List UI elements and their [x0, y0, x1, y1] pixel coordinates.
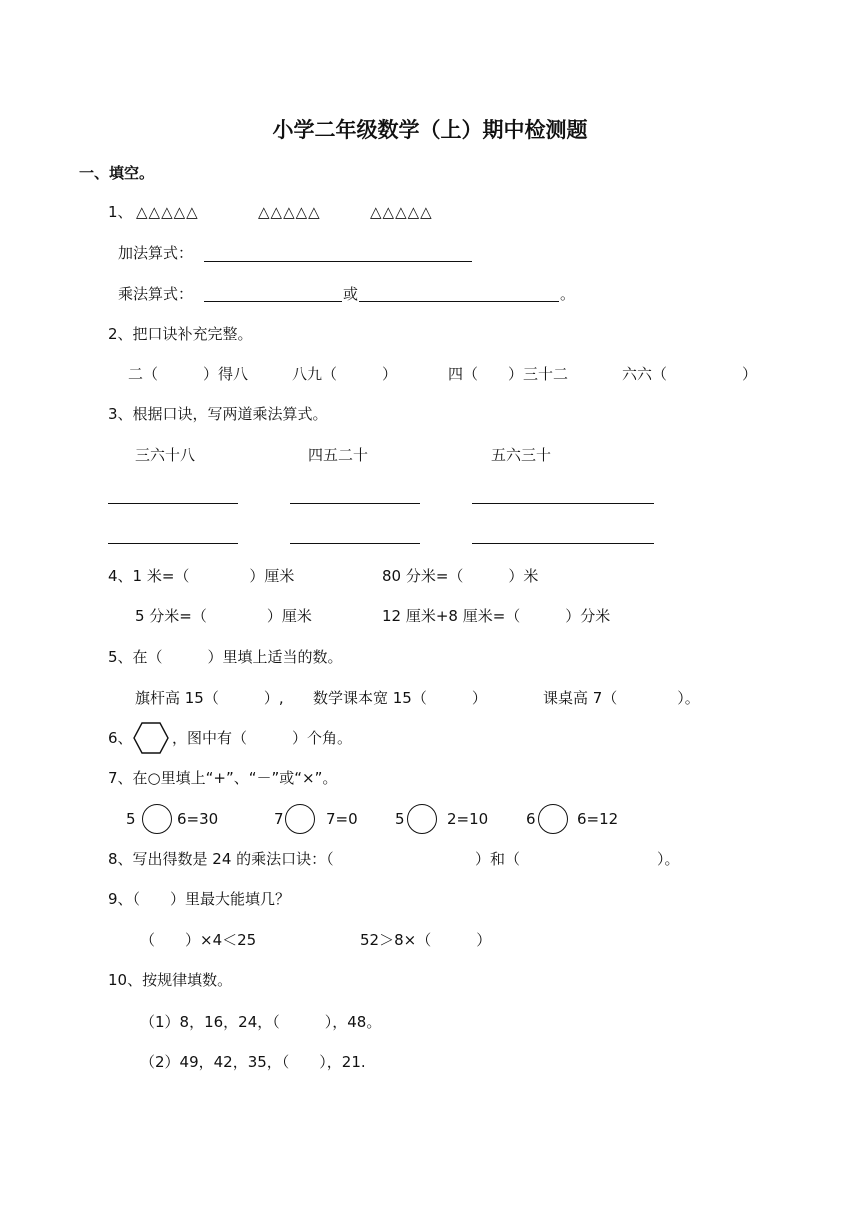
q3-answer-line[interactable] — [472, 543, 654, 544]
q3-question: 3、根据口诀，写两道乘法算式。 — [108, 405, 328, 423]
hexagon-figure — [132, 721, 170, 755]
q2-item-4: 六六（ ） — [622, 365, 758, 383]
q3-answer-line[interactable] — [472, 503, 654, 504]
q1-triangle-group-1: △△△△△ — [136, 203, 199, 221]
q7-item-4-left: 6 — [526, 810, 536, 828]
q7-item-1-right: 6=30 — [177, 810, 219, 828]
q7-operator-circle[interactable] — [407, 804, 437, 834]
q1-multiplication-answer-line-2[interactable] — [359, 301, 559, 302]
q9-item-b: 52＞8×（ ） — [360, 931, 492, 949]
q2-item-1: 二（ ）得八 — [128, 365, 249, 383]
q7-operator-circle[interactable] — [142, 804, 172, 834]
q5-question: 5、在（ ）里填上适当的数。 — [108, 648, 343, 666]
section-heading-fill-blank: 一、填空。 — [79, 164, 155, 182]
q7-item-4-right: 6=12 — [577, 810, 619, 828]
q3-answer-line[interactable] — [108, 503, 238, 504]
q7-operator-circle[interactable] — [538, 804, 568, 834]
q1-multiplication-label: 乘法算式： — [118, 285, 194, 303]
q4-item-d: 12 厘米+8 厘米=（ ）分米 — [382, 607, 611, 625]
q6-text: ，图中有（ ）个角。 — [172, 729, 353, 747]
q2-item-3: 四（ ）三十二 — [448, 365, 569, 383]
page-title: 小学二年级数学（上）期中检测题 — [272, 118, 588, 142]
q10-item-2: （2）49，42，35，（ ），21. — [140, 1053, 366, 1071]
q9-question: 9、（ ）里最大能填几？ — [108, 890, 291, 908]
q9-item-a: （ ）×4＜25 — [140, 931, 257, 949]
q3-answer-line[interactable] — [290, 503, 420, 504]
q7-item-1-left: 5 — [126, 810, 136, 828]
q3-verse-1: 三六十八 — [135, 446, 196, 464]
q7-operator-circle[interactable] — [285, 804, 315, 834]
q1-addition-answer-line[interactable] — [204, 261, 472, 262]
q3-verse-3: 五六三十 — [491, 446, 552, 464]
q2-question: 2、把口诀补充完整。 — [108, 325, 253, 343]
q1-addition-label: 加法算式： — [118, 244, 194, 262]
q7-item-2-right: 7=0 — [326, 810, 358, 828]
q3-answer-line[interactable] — [290, 543, 420, 544]
q2-item-2: 八九（ ） — [292, 365, 398, 383]
q7-item-3-left: 5 — [395, 810, 405, 828]
q1-or-text: 或 — [343, 285, 359, 303]
q4-item-c: 5 分米=（ ）厘米 — [135, 607, 312, 625]
q8-middle: ）和（ — [475, 850, 521, 868]
q4-item-a: 4、1 米=（ ）厘米 — [108, 567, 295, 585]
q6-label: 6、 — [108, 729, 133, 747]
q5-item-a: 旗杆高 15（ ）, — [135, 689, 284, 707]
q7-question: 7、在○里填上“+”、“－”或“×”。 — [108, 769, 338, 787]
q10-item-1: （1）8，16，24，（ ），48。 — [140, 1013, 382, 1031]
q5-item-c: 课桌高 7（ ）。 — [543, 689, 700, 707]
q5-item-b: 数学课本宽 15（ ） — [313, 689, 487, 707]
q1-end-mark: 。 — [560, 285, 576, 303]
q1-multiplication-answer-line-1[interactable] — [204, 301, 342, 302]
q3-answer-line[interactable] — [108, 543, 238, 544]
q8-question: 8、写出得数是 24 的乘法口诀：（ — [108, 850, 334, 868]
q1-triangle-group-2: △△△△△ — [258, 203, 321, 221]
q1-label: 1、 — [108, 203, 133, 221]
q7-item-2-left: 7 — [274, 810, 284, 828]
q1-triangle-group-3: △△△△△ — [370, 203, 433, 221]
q4-item-b: 80 分米=（ ）米 — [382, 567, 539, 585]
q10-question: 10、按规律填数。 — [108, 971, 233, 989]
q3-verse-2: 四五二十 — [308, 446, 369, 464]
q8-end: ）。 — [657, 850, 680, 868]
q7-item-3-right: 2=10 — [447, 810, 489, 828]
